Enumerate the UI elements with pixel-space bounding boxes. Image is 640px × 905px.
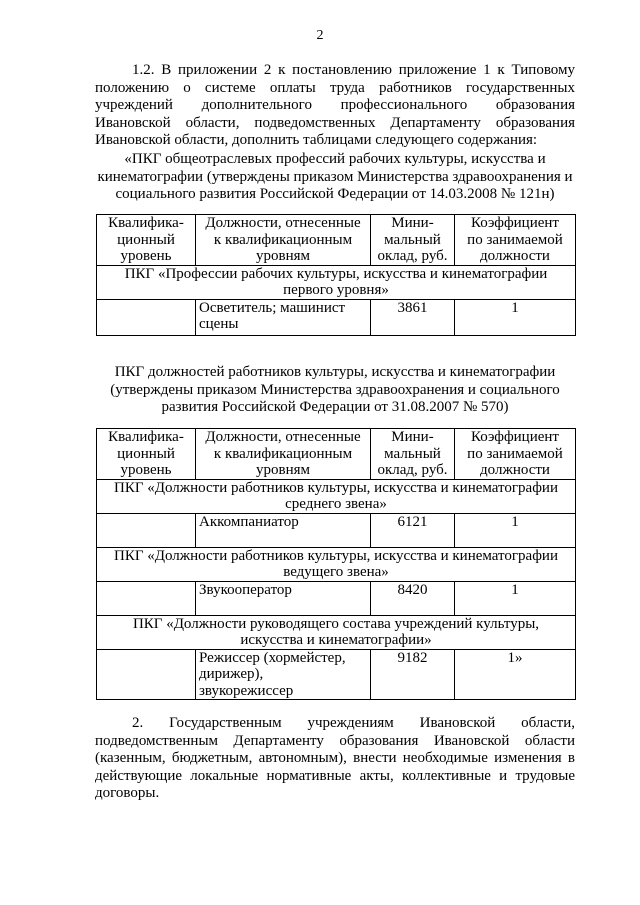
- text-line: подведомственным Департаменту образования Ивановской области: [95, 732, 575, 749]
- cell-coefficient: 1: [455, 299, 576, 335]
- group-title-row: [97, 265, 576, 299]
- page-number: 2: [316, 28, 324, 43]
- text-line: Ивановской области, дополнить таблицами следующего содержания:: [95, 132, 538, 148]
- caption-line: развития Российской Федерации от 31.08.2007 № 570): [161, 399, 509, 415]
- table-row: [97, 299, 576, 335]
- text-line: положению о системе оплаты труда работников государственных: [95, 79, 575, 96]
- cell-level: [97, 581, 196, 615]
- caption-line: «ПКГ общеотраслевых профессий рабочих культуры, искусства и: [124, 151, 546, 167]
- table-1: [96, 214, 576, 336]
- group-title-row: [97, 479, 576, 513]
- text-line: учреждений дополнительного профессионального образования: [95, 97, 575, 113]
- group-title: ПКГ «Должности работников культуры, искусства и кинематографии среднего звена»: [97, 479, 576, 513]
- cell-coefficient: 1»: [455, 649, 576, 700]
- text-line: Ивановской области, подведомственных Департаменту образования: [95, 114, 575, 131]
- table-row: [97, 649, 576, 700]
- text-line: (казенным, бюджетным, автономным), внести необходимые изменения в: [95, 750, 575, 766]
- text-line: действующие локальные нормативные акты, коллективные и трудовые: [95, 767, 575, 784]
- header-coefficient: Коэффициент по занимаемой должности: [455, 429, 576, 480]
- table-row: [97, 513, 576, 547]
- cell-salary: 3861: [371, 299, 455, 335]
- header-positions: Должности, отнесенные к квалификационным уровням: [196, 429, 371, 480]
- table-row: [97, 581, 576, 615]
- group-title-row: [97, 547, 576, 581]
- table-header-row: [97, 215, 576, 266]
- table2-caption: [95, 364, 575, 417]
- cell-position: Осветитель; машинист сцены: [196, 299, 371, 335]
- closing-paragraph: [95, 715, 575, 803]
- header-salary: Мини- мальный оклад, руб.: [371, 215, 455, 266]
- cell-position: Режиссер (хормейстер, дирижер), звукорежиссер: [196, 649, 371, 700]
- cell-salary: 9182: [371, 649, 455, 700]
- caption-line: ПКГ должностей работников культуры, искусства и кинематографии: [114, 364, 556, 380]
- header-salary: Мини- мальный оклад, руб.: [371, 429, 455, 480]
- cell-coefficient: 1: [455, 513, 576, 547]
- caption-line: (утверждены приказом Министерства здравоохранения и социального: [110, 381, 560, 398]
- cell-salary: 8420: [371, 581, 455, 615]
- cell-position: Аккомпаниатор: [196, 513, 371, 547]
- cell-position: Звукооператор: [196, 581, 371, 615]
- cell-level: [97, 649, 196, 700]
- text-line: 1.2. В приложении 2 к постановлению приложение 1 к Типовому: [132, 62, 575, 78]
- caption-line: социального развития Российской Федерации от 14.03.2008 № 121н): [115, 186, 555, 202]
- text-line: договоры.: [95, 785, 160, 801]
- group-title: ПКГ «Должности руководящего состава учреждений культуры, искусства и кинематографии»: [97, 615, 576, 649]
- group-title: ПКГ «Должности работников культуры, искусства и кинематографии ведущего звена»: [97, 547, 576, 581]
- group-title-row: [97, 615, 576, 649]
- group-title: ПКГ «Профессии рабочих культуры, искусства и кинематографии первого уровня»: [97, 265, 576, 299]
- text-line: 2. Государственным учреждениям Ивановской области,: [132, 715, 575, 731]
- cell-salary: 6121: [371, 513, 455, 547]
- caption-line: кинематографии (утверждены приказом Министерства здравоохранения и: [97, 168, 573, 185]
- cell-coefficient: 1: [455, 581, 576, 615]
- intro-paragraph: [95, 62, 575, 150]
- header-level: Квалифика- ционный уровень: [97, 215, 196, 266]
- header-coefficient: Коэффициент по занимаемой должности: [455, 215, 576, 266]
- header-positions: Должности, отнесенные к квалификационным уровням: [196, 215, 371, 266]
- cell-level: [97, 299, 196, 335]
- cell-level: [97, 513, 196, 547]
- header-level: Квалифика- ционный уровень: [97, 429, 196, 480]
- table1-caption: [95, 151, 575, 204]
- table-header-row: [97, 429, 576, 480]
- table-2: [96, 428, 576, 700]
